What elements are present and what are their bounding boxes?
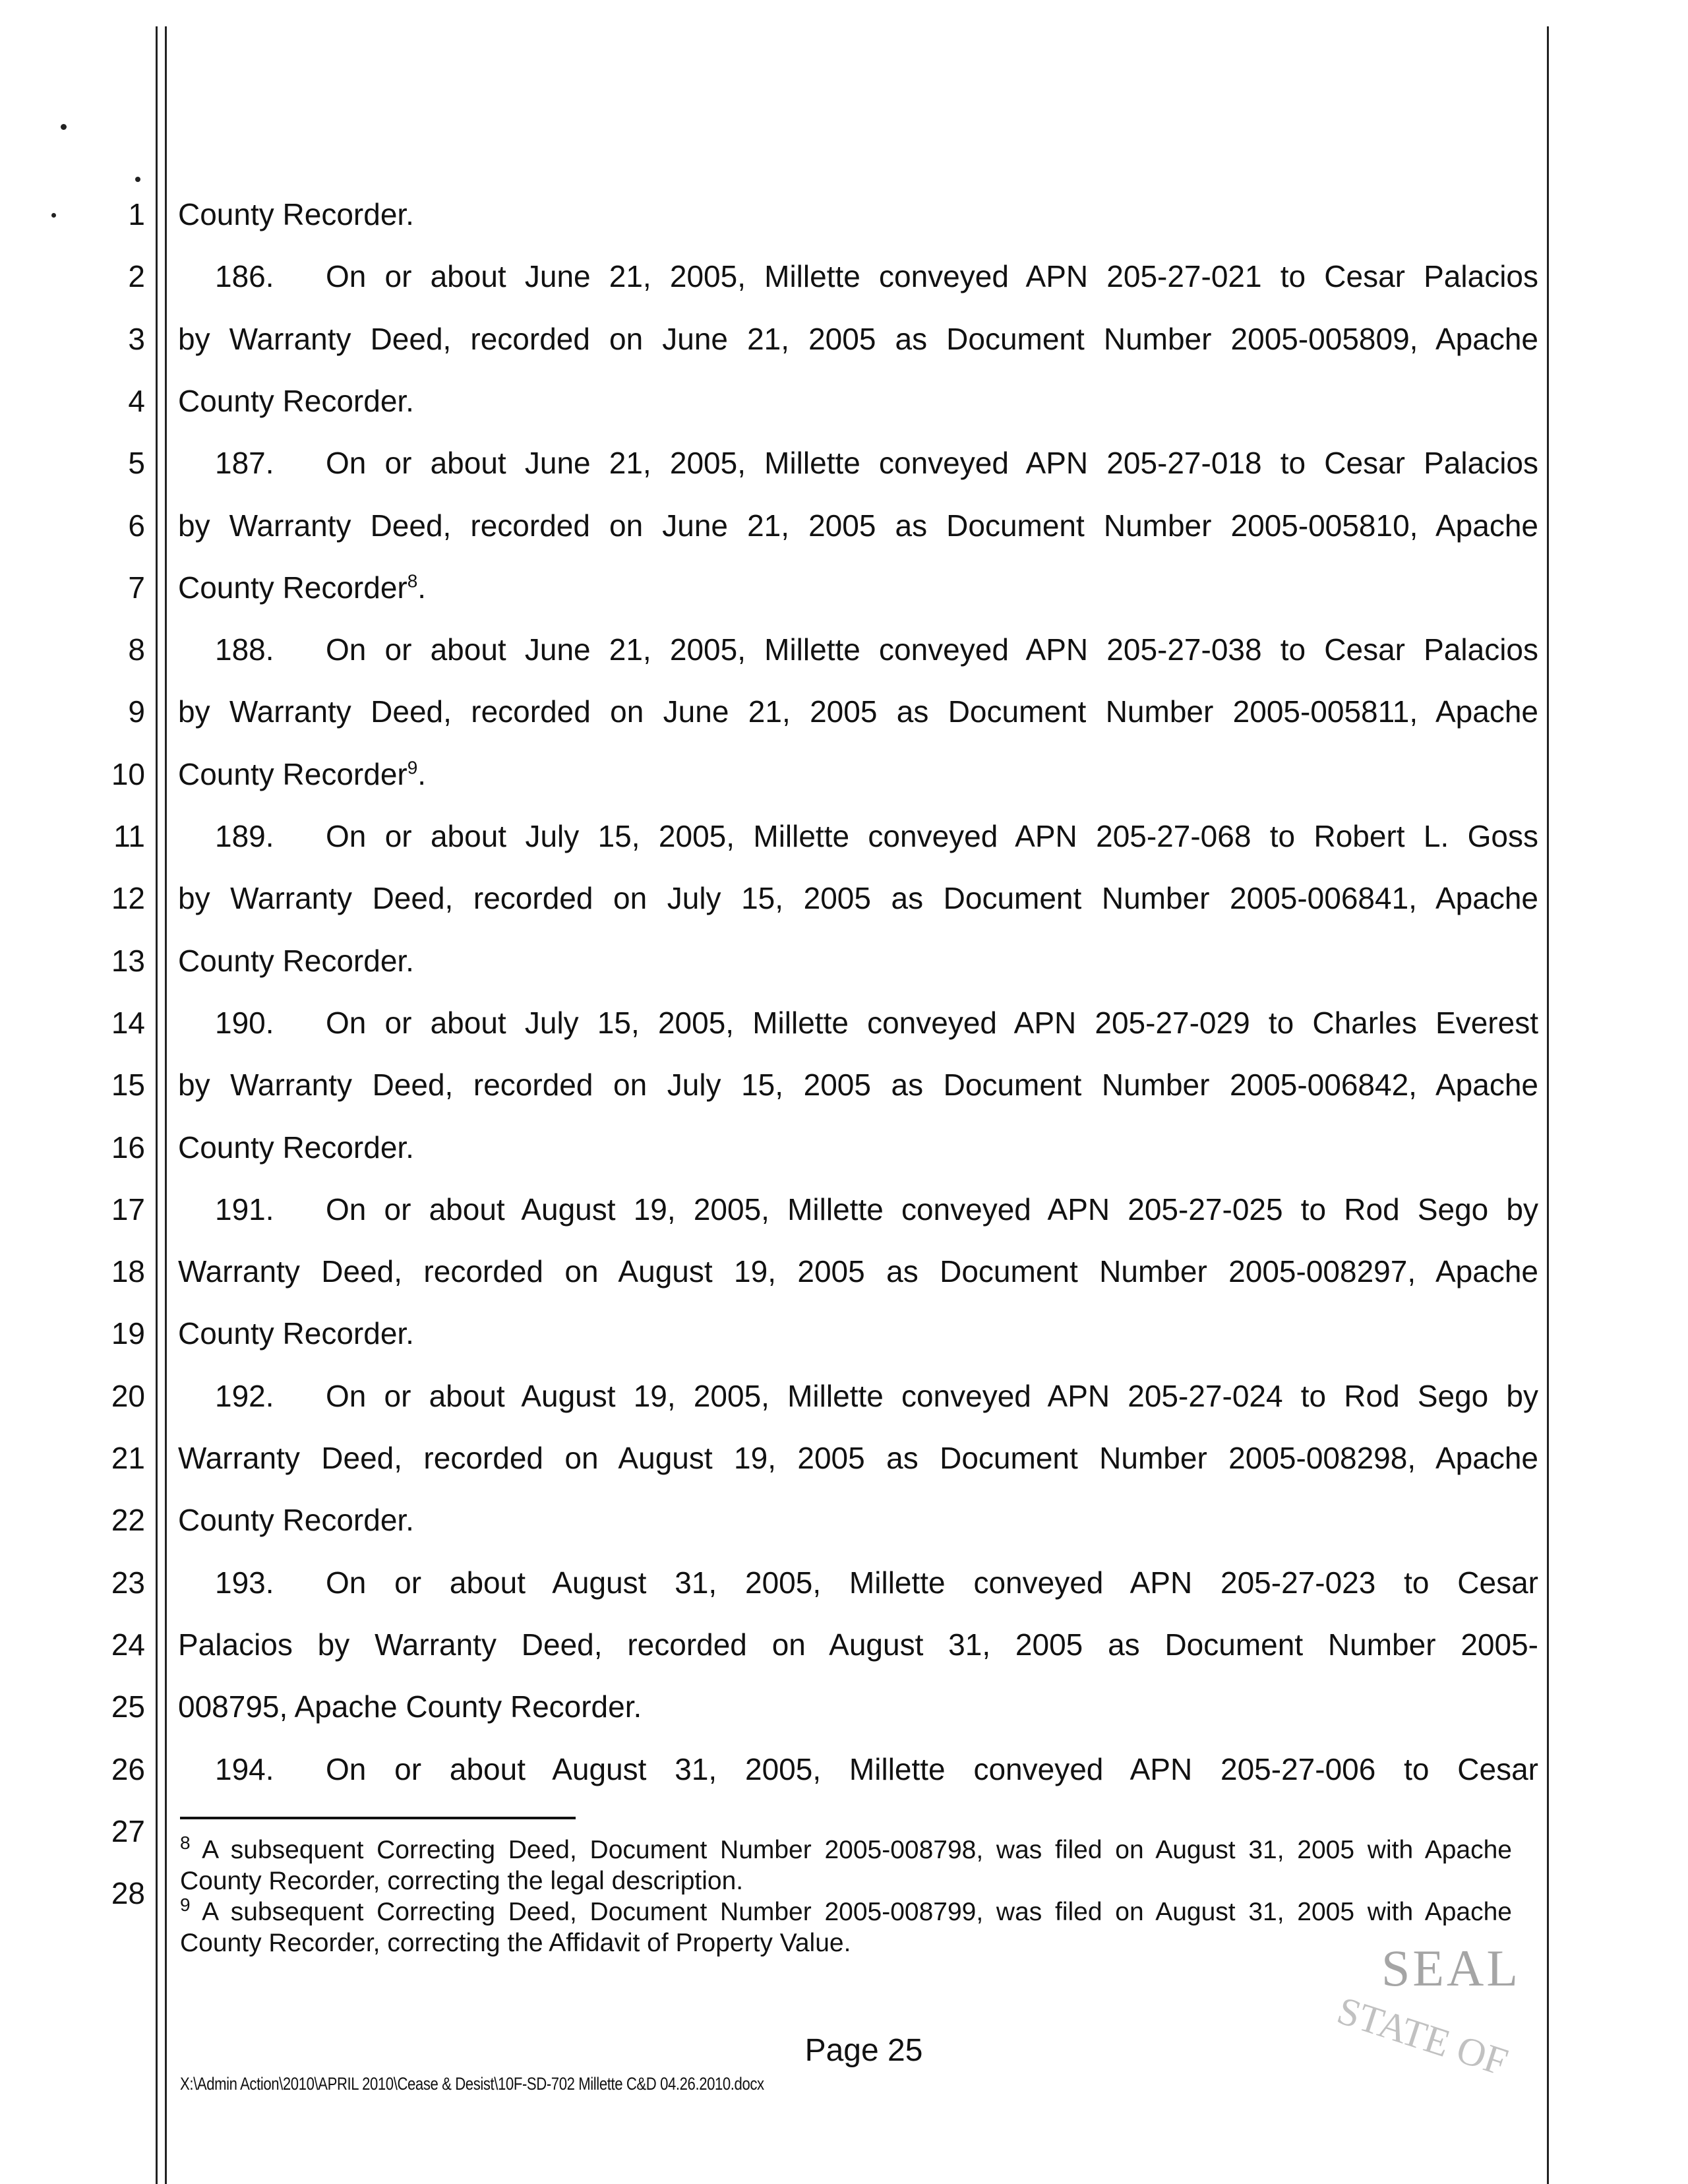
seal-stamp-arc: STATE OF	[1332, 1988, 1513, 2084]
line-text	[326, 1006, 1538, 1039]
line-number: 17	[111, 1192, 145, 1227]
line-text	[178, 944, 1538, 977]
line-content: On or about August 31, 2005, Millette conveyed APN 205-27-023 to Cesar	[326, 1565, 1538, 1600]
line-text	[326, 260, 1538, 293]
line-text	[178, 384, 1538, 417]
footnote-text: A subsequent Correcting Deed, Document Number 2005-008798, was filed on August 31, 2005 with Apache	[202, 1836, 1512, 1864]
line-text	[178, 509, 1538, 542]
footnote-line	[180, 1835, 1512, 1866]
line-trailing: .	[417, 570, 427, 605]
line-text	[178, 1131, 1538, 1164]
line-text	[178, 571, 1538, 604]
line-number: 3	[128, 321, 145, 356]
footnote-reference: 9	[407, 757, 418, 778]
paragraph-number: 192.	[215, 1378, 274, 1413]
text-line	[178, 198, 1538, 231]
line-content: County Recorder.	[178, 1503, 414, 1538]
line-number: 13	[111, 943, 145, 978]
text-line	[215, 1193, 1538, 1226]
paragraph-number: 193.	[215, 1565, 274, 1600]
footnote-text: County Recorder, correcting the legal description.	[180, 1867, 744, 1895]
line-content: On or about July 15, 2005, Millette conveyed APN 205-27-029 to Charles Everest	[326, 1005, 1538, 1040]
line-text	[326, 446, 1538, 479]
text-line	[178, 695, 1538, 728]
line-text	[326, 820, 1538, 853]
line-number: 25	[111, 1689, 145, 1724]
text-line	[215, 1380, 1538, 1412]
footnote-reference: 8	[407, 570, 418, 592]
line-number: 10	[111, 756, 145, 791]
text-line	[178, 1255, 1538, 1288]
footnote-text: A subsequent Correcting Deed, Document Number 2005-008799, was filed on August 31, 2005 with Apache	[202, 1898, 1512, 1926]
text-line	[178, 1503, 1538, 1536]
line-number: 2	[128, 259, 145, 294]
line-number: 7	[128, 570, 145, 605]
line-content: On or about June 21, 2005, Millette conveyed APN 205-27-021 to Cesar Palacios	[326, 259, 1538, 294]
paragraph-number: 190.	[215, 1005, 274, 1040]
line-text	[178, 1317, 1538, 1350]
footnote	[180, 1835, 1512, 1896]
line-text	[178, 322, 1538, 355]
footnote-separator	[180, 1817, 576, 1819]
text-line	[215, 260, 1538, 293]
footnote-text: County Recorder, correcting the Affidavit of Property Value.	[180, 1929, 851, 1957]
line-number: 20	[111, 1378, 145, 1413]
line-number: 19	[111, 1316, 145, 1351]
line-content: On or about June 21, 2005, Millette conveyed APN 205-27-018 to Cesar Palacios	[326, 446, 1538, 481]
line-content: 008795, Apache County Recorder.	[178, 1689, 642, 1724]
line-trailing: .	[417, 756, 427, 791]
text-line	[178, 322, 1538, 355]
line-text	[178, 1441, 1538, 1474]
text-line	[178, 1068, 1538, 1101]
paragraph-number: 191.	[215, 1192, 274, 1227]
line-text	[326, 1566, 1538, 1599]
line-content: County Recorder.	[178, 197, 414, 231]
line-number: 11	[113, 819, 145, 853]
scan-speck	[61, 124, 67, 130]
text-line	[178, 1690, 1538, 1723]
line-text	[326, 1380, 1538, 1412]
scan-speck	[135, 177, 140, 182]
line-content: Warranty Deed, recorded on August 19, 2005 as Document Number 2005-008298, Apache	[178, 1441, 1538, 1475]
text-line	[178, 882, 1538, 915]
text-line	[215, 820, 1538, 853]
line-content: County Recorder	[178, 756, 407, 791]
line-content: County Recorder.	[178, 943, 414, 978]
line-number: 1	[128, 197, 145, 231]
text-line	[178, 384, 1538, 417]
paragraph-number: 186.	[215, 259, 274, 294]
line-content: County Recorder.	[178, 383, 414, 418]
line-text	[326, 633, 1538, 666]
line-content: Palacios by Warranty Deed, recorded on August 31, 2005 as Document Number 2005-	[178, 1627, 1538, 1662]
line-content: by Warranty Deed, recorded on June 21, 2005 as Document Number 2005-005809, Apache	[178, 321, 1538, 356]
line-text	[326, 1753, 1538, 1786]
seal-stamp-word: SEAL	[1381, 1939, 1521, 1997]
footnote-mark: 8	[180, 1833, 191, 1853]
text-line	[215, 1006, 1538, 1039]
text-line	[178, 1317, 1538, 1350]
line-content: by Warranty Deed, recorded on June 21, 2005 as Document Number 2005-005811, Apache	[178, 694, 1538, 729]
text-line	[178, 509, 1538, 542]
file-path: X:\Admin Action\2010\APRIL 2010\Cease & Desist\10F-SD-702 Millette C&D 04.26.2010.docx	[180, 2074, 764, 2094]
text-line	[178, 1441, 1538, 1474]
text-line	[178, 1628, 1538, 1661]
line-number: 12	[111, 881, 145, 916]
line-text	[178, 1628, 1538, 1661]
line-text	[178, 1255, 1538, 1288]
line-content: by Warranty Deed, recorded on July 15, 2005 as Document Number 2005-006842, Apache	[178, 1068, 1538, 1103]
paragraph-number: 188.	[215, 632, 274, 667]
line-text	[178, 758, 1538, 791]
line-text	[178, 198, 1538, 231]
text-line	[178, 571, 1538, 604]
line-number: 9	[128, 694, 145, 729]
line-content: by Warranty Deed, recorded on June 21, 2005 as Document Number 2005-005810, Apache	[178, 508, 1538, 543]
text-line	[178, 944, 1538, 977]
text-line	[215, 1753, 1538, 1786]
left-margin-rule-inner	[165, 26, 167, 2184]
line-number: 21	[111, 1441, 145, 1475]
paragraph-number: 194.	[215, 1751, 274, 1786]
line-content: On or about June 21, 2005, Millette conveyed APN 205-27-038 to Cesar Palacios	[326, 632, 1538, 667]
footnote-line	[180, 1896, 1512, 1927]
line-number: 6	[128, 508, 145, 543]
line-text	[178, 882, 1538, 915]
text-line	[178, 1131, 1538, 1164]
scan-speck	[51, 213, 56, 218]
line-content: On or about August 31, 2005, Millette conveyed APN 205-27-006 to Cesar	[326, 1751, 1538, 1786]
text-line	[215, 633, 1538, 666]
line-number: 28	[111, 1876, 145, 1911]
footnote-mark: 9	[180, 1895, 191, 1915]
line-number: 24	[111, 1627, 145, 1662]
line-number: 26	[111, 1751, 145, 1786]
line-content: On or about August 19, 2005, Millette conveyed APN 205-27-025 to Rod Sego by	[326, 1192, 1538, 1227]
paragraph-number: 187.	[215, 446, 274, 481]
line-text	[326, 1193, 1538, 1226]
right-margin-rule	[1547, 26, 1549, 2184]
line-content: Warranty Deed, recorded on August 19, 2005 as Document Number 2005-008297, Apache	[178, 1254, 1538, 1289]
line-number: 16	[111, 1130, 145, 1165]
line-number: 14	[111, 1005, 145, 1040]
line-content: County Recorder.	[178, 1316, 414, 1351]
line-text	[178, 1068, 1538, 1101]
line-number: 15	[111, 1068, 145, 1103]
line-number: 5	[128, 446, 145, 481]
text-line	[215, 446, 1538, 479]
page-number: Page 25	[804, 2033, 923, 2068]
line-text	[178, 1690, 1538, 1723]
line-content: On or about August 19, 2005, Millette conveyed APN 205-27-024 to Rod Sego by	[326, 1378, 1538, 1413]
paragraph-number: 189.	[215, 819, 274, 853]
line-content: by Warranty Deed, recorded on July 15, 2005 as Document Number 2005-006841, Apache	[178, 881, 1538, 916]
line-number: 8	[128, 632, 145, 667]
line-content: County Recorder	[178, 570, 407, 605]
line-content: County Recorder.	[178, 1130, 414, 1165]
text-line	[178, 758, 1538, 791]
line-text	[178, 1503, 1538, 1536]
line-number: 4	[128, 383, 145, 418]
left-margin-rule-outer	[156, 26, 158, 2184]
line-number: 23	[111, 1565, 145, 1600]
line-number: 18	[111, 1254, 145, 1289]
text-line	[215, 1566, 1538, 1599]
line-number: 27	[111, 1813, 145, 1848]
footnote	[180, 1896, 1512, 1958]
line-number: 22	[111, 1503, 145, 1538]
line-text	[178, 695, 1538, 728]
line-content: On or about July 15, 2005, Millette conveyed APN 205-27-068 to Robert L. Goss	[326, 819, 1538, 853]
